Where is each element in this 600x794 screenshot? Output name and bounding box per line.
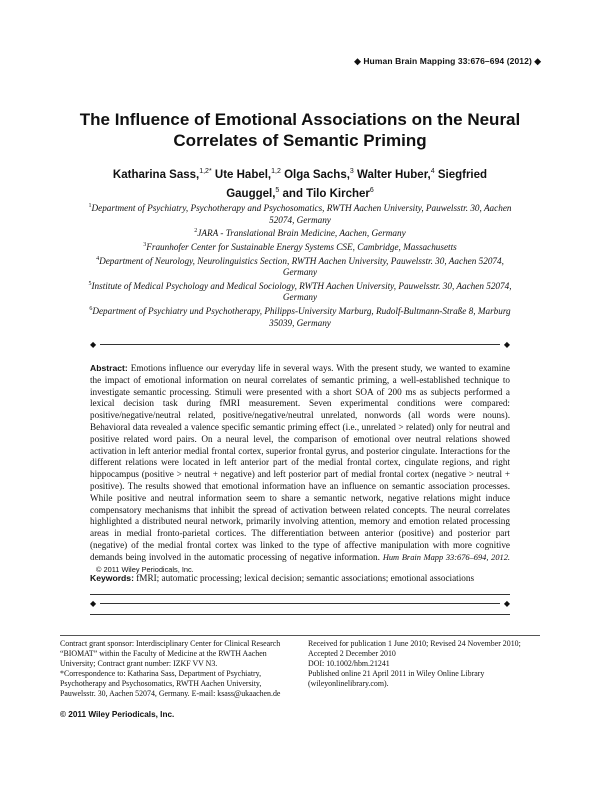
footnotes-left [60, 639, 292, 700]
footnote-rule [60, 635, 540, 636]
published-note: Published online 21 April 2011 in Wiley Online Library (wileyonlinelibrary.com). [308, 669, 485, 689]
abstract-label: Abstract: [90, 363, 128, 373]
author: Olga Sachs,$^3$ [284, 168, 354, 181]
correspondence-note: *Correspondence to: Katharina Sass, Department of Psychiatry, Psychotherapy and Psychosomatics, RWTH Aachen University, Pauwelsstr. 30, Aachen 52074, Germany. E-mail: ksass@ukaachen.de [60, 669, 281, 699]
divider [90, 614, 510, 615]
separator-rule [90, 599, 510, 609]
copyright: © 2011 Wiley Periodicals, Inc. [60, 710, 175, 719]
received-note: Received for publication 1 June 2010; Revised 24 November 2010; Accepted 2 December 2010 [308, 639, 521, 659]
footnotes-right [308, 639, 540, 689]
author: and Tilo Kircher$^6$ [282, 186, 374, 200]
diamond-icon: ◆ [90, 340, 97, 349]
abstract-text: Emotions influence our everyday life in several ways. With the present study, we wanted to examine the impact of emotional information on neural correlates of semantic priming, a well-established technique to investigate semantic processing. Stimuli were presented with a short SOA of 200 ms as subjects performed a lexical decision task during fMRI measurement. Seven experimental conditions were compared: positive/negative/neutral related, positive/negative/neutral unrelated, nonwords (all words were nouns). Behavioral data revealed a valence specific semantic priming effect (i.e., unrelated > related) only for neutral and positive related word pairs. On a neural level, the comparison of emotional over neutral relations showed activation in left anterior medial frontal cortex, superior frontal gyrus, and posterior cingulate. Interactions for the different relations were located in left anterior part of the medial frontal cortex, cingulate regions, and right hippocampus (positive > neutral + negative) and left posterior part of medial frontal cortex (negative > neutral + positive). The results showed that emotional information have an influence on semantic association processes. While positive and neutral information seem to share a semantic network, negative relations might induce compensatory mechanisms that inhibit the spread of activation between related concepts. The neural correlates highlighted a distributed neural network, primarily involving attention, memory and emotion related processing areas in medial fronto-parietal cortices. The differentiation between anterior (positive) and posterior part (negative) of the medial frontal cortex was linked to the type of affective manipulation with more cognitive demands being involved in the automatic processing of negative information. [90, 363, 511, 562]
author-list [90, 164, 510, 202]
divider [90, 594, 510, 595]
affiliation: $^5$Institute of Medical Psychology and Medical Sociology, RWTH Aachen University, Pauwelsstr. 30, Aachen 52074, Germany [88, 280, 512, 303]
affiliation: $^3$Fraunhofer Center for Sustainable Energy Systems CSE, Cambridge, Massachusetts [143, 241, 457, 252]
author: Katharina Sass,$^{1,2*}$ [112, 168, 212, 181]
paper-title: The Influence of Emotional Associations on the Neural Correlates of Semantic Priming [79, 110, 521, 150]
author: Ute Habel,$^{1,2}$ [214, 168, 281, 181]
abstract-citation: Hum Brain Mapp 33:676–694, 2012. [382, 552, 511, 562]
diamond-icon: ◆ [503, 599, 510, 608]
abstract [90, 363, 510, 575]
keywords-label: Keywords: [90, 573, 134, 583]
funding-note: Contract grant sponsor: Interdisciplinary Center for Clinical Research “BIOMAT” within the Faculty of Medicine at the RWTH Aachen University; Contract grant number: IZKF VV N3. [60, 639, 281, 669]
diamond-icon: ◆ [503, 340, 510, 349]
author: Walter Huber,$^4$ [357, 168, 435, 181]
diamond-icon: ◆ [354, 56, 361, 66]
diamond-icon: ◆ [534, 56, 541, 66]
affiliation: $^4$Department of Neurology, Neurolinguistics Section, RWTH Aachen University, Pauwelsstr. 30, Aachen 52074, Germany [96, 255, 504, 278]
diamond-icon: ◆ [90, 599, 97, 608]
keywords-text: fMRI; automatic processing; lexical decision; semantic associations; emotional associations [136, 573, 475, 583]
author: Siegfried Gauggel,$^5$ [226, 168, 488, 200]
affiliation: $^1$Department of Psychiatry, Psychotherapy and Psychosomatics, RWTH Aachen University, Pauwelsstr. 30, Aachen 52074, Germany [88, 203, 512, 225]
affiliation: $^6$Department of Psychiatry und Psychotherapy, Philipps-University Marburg, Rudolf-Bultmann-Straße 8, Marburg 35039, Germany [89, 306, 511, 328]
keywords [90, 572, 510, 584]
affiliation: $^2$JARA - Translational Brain Medicine, Aachen, Germany [194, 228, 406, 239]
abstract-copyright: © 2011 Wiley Periodicals, Inc. [96, 564, 194, 574]
doi-note: DOI: 10.1002/hbm.21241 [308, 659, 390, 669]
separator-rule [90, 340, 510, 350]
affiliation-list [88, 201, 512, 329]
journal-citation: Human Brain Mapping 33:676–694 (2012) [363, 56, 532, 66]
journal-header [354, 56, 541, 67]
